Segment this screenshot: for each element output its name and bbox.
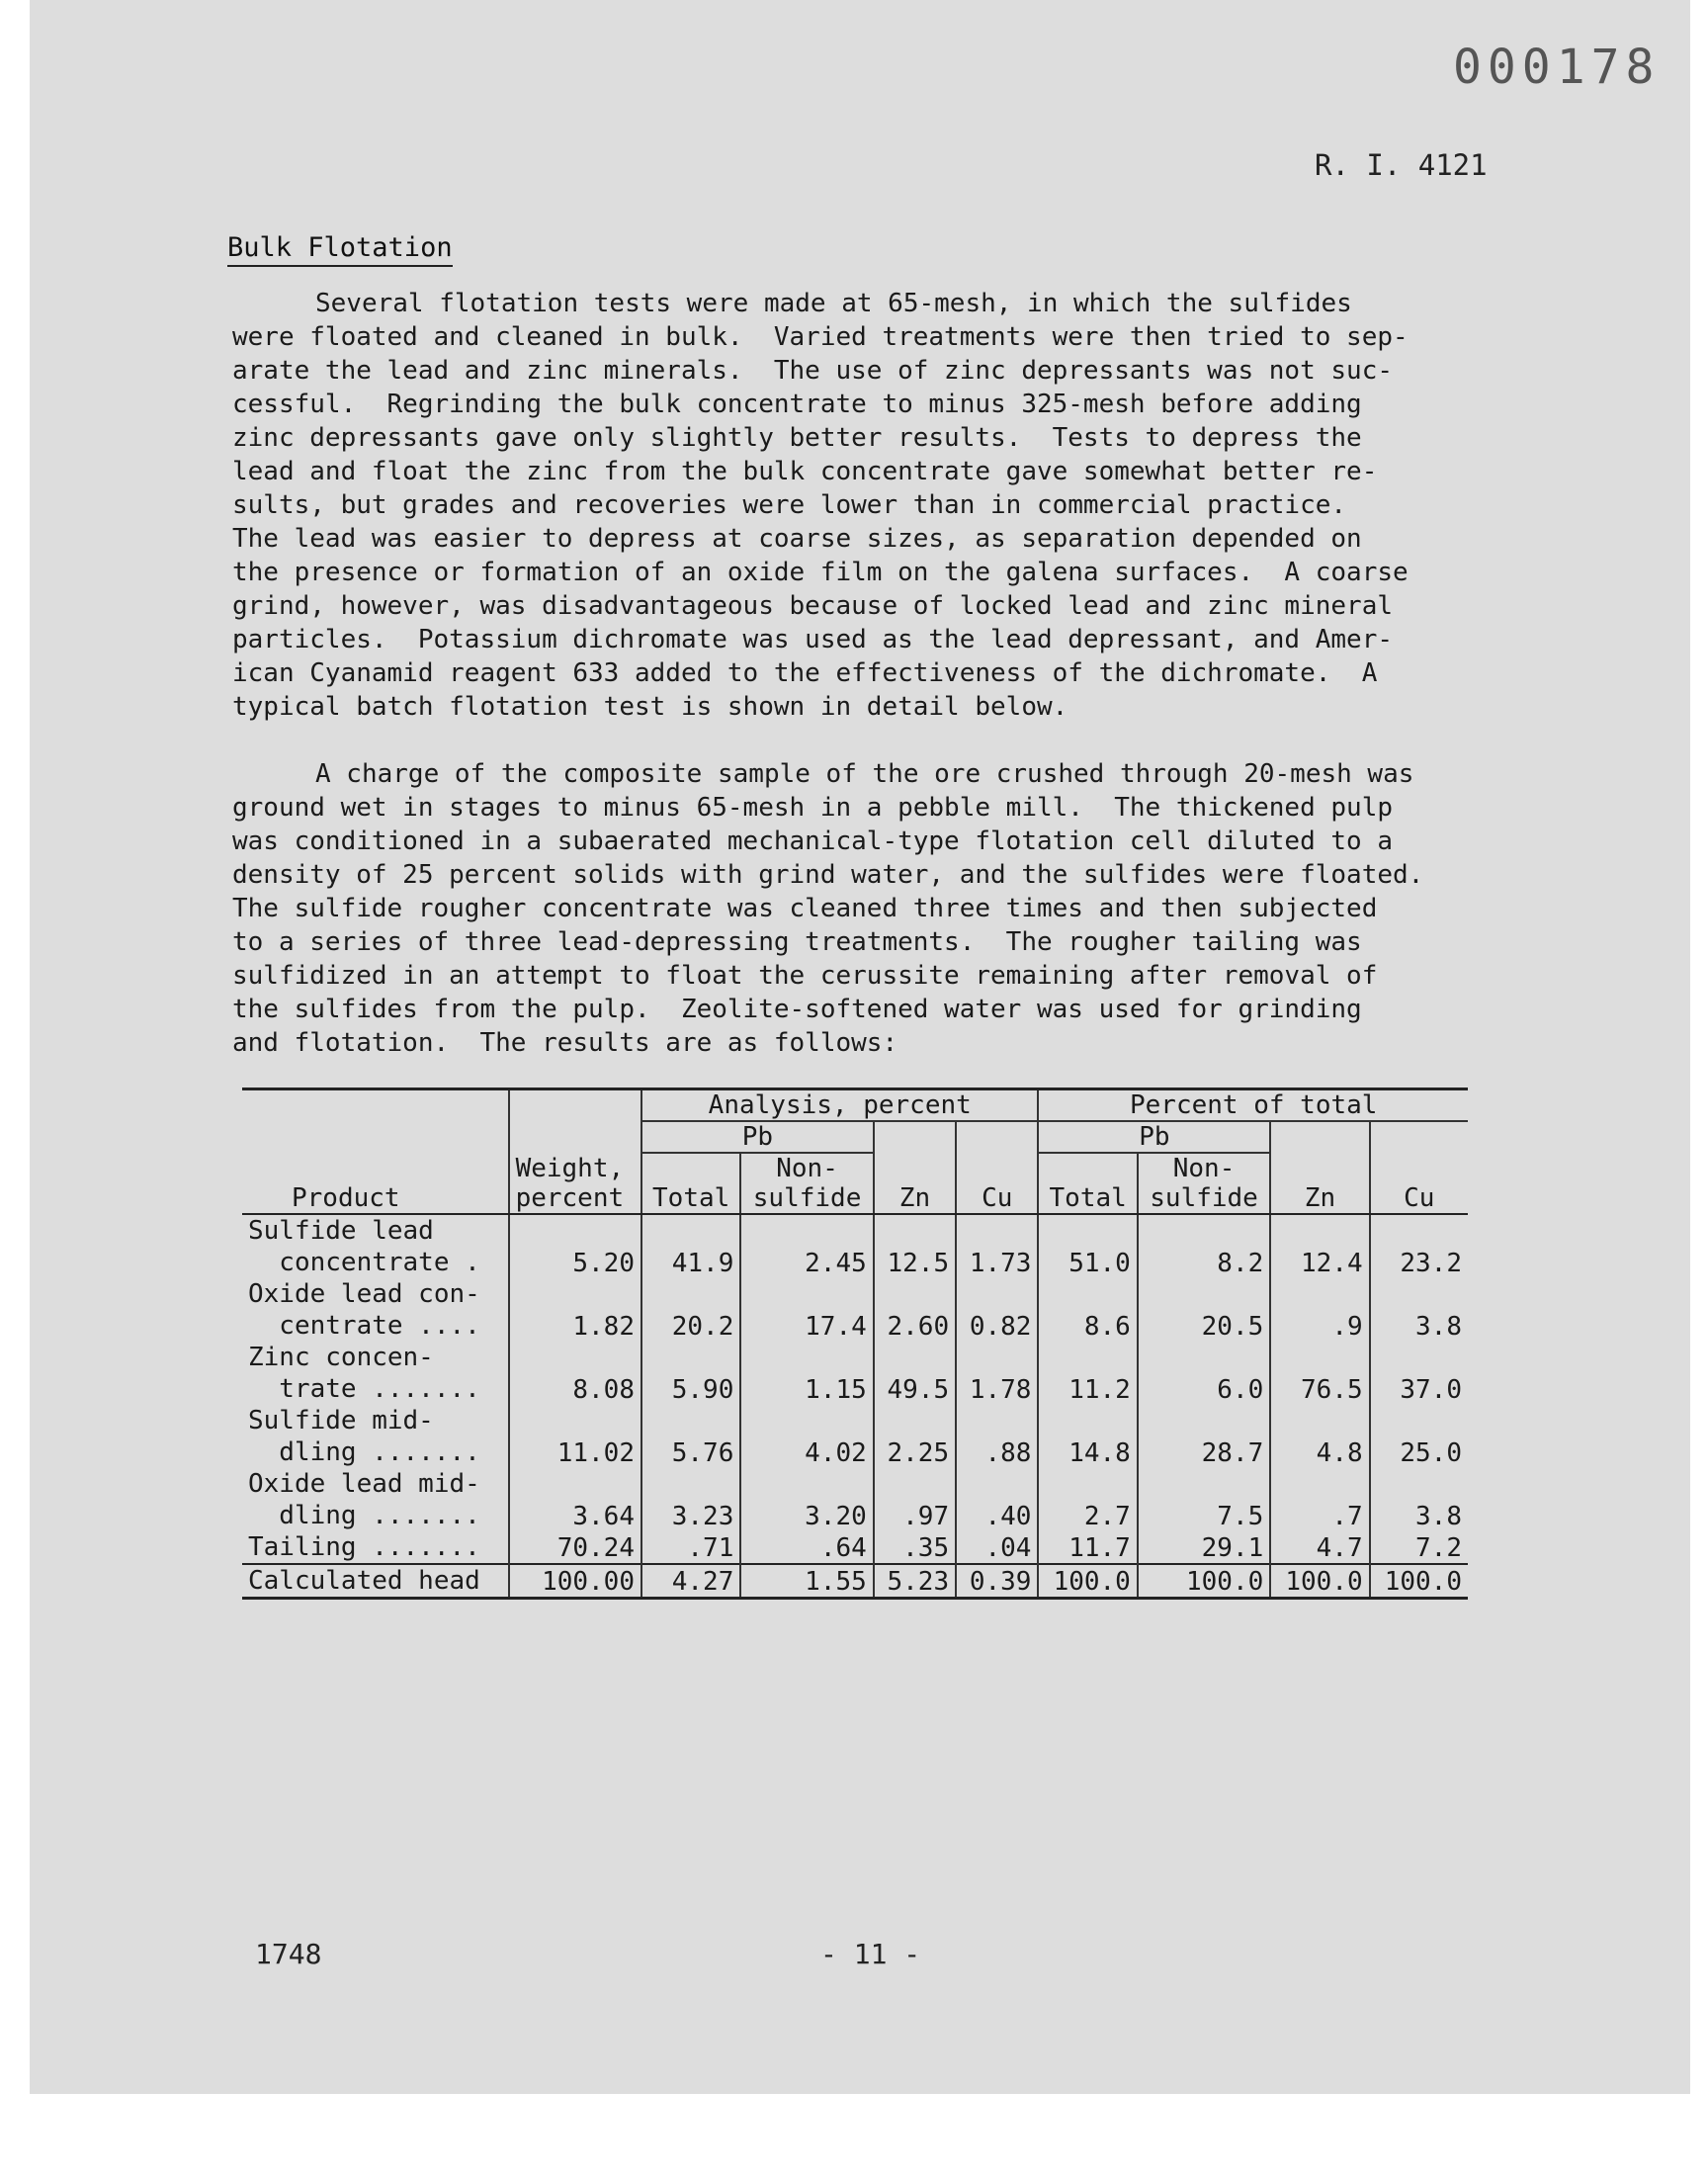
cell-a-pb-total: 20.2	[641, 1278, 740, 1342]
results-table	[242, 1088, 1468, 1600]
cell-p-zn: 4.8	[1270, 1405, 1369, 1468]
product-cell: Sulfide mid- dling .......	[248, 1406, 480, 1467]
cell-a-pb-total: .71	[641, 1531, 740, 1564]
paragraph2-line: density of 25 percent solids with grind water, and the sulfides were floated.	[232, 860, 1424, 890]
page-number: - 11 -	[820, 1938, 921, 1970]
cell-p-cu: 3.8	[1370, 1468, 1468, 1531]
paragraph2-line: The sulfide rougher concentrate was cleaned three times and then subjected	[232, 894, 1378, 923]
cell-weight: 70.24	[509, 1531, 641, 1564]
product-cell: Oxide lead con- centrate ....	[248, 1279, 480, 1341]
cell-p-pb-non: 8.2	[1138, 1214, 1270, 1278]
cell-p-cu: 7.2	[1370, 1531, 1468, 1564]
cell-p-pb-non: 29.1	[1138, 1531, 1270, 1564]
cell-a-pb-total: 5.90	[641, 1342, 740, 1405]
cell-a-cu: 1.73	[956, 1214, 1038, 1278]
paragraph2-line: A charge of the composite sample of the ore crushed through 20-mesh was	[315, 759, 1414, 789]
cell-a-pb-non: 2.45	[740, 1214, 873, 1278]
percent-pb-total-header: Total	[1038, 1153, 1137, 1213]
paragraph1-line: sults, but grades and recoveries were lower than in commercial practice.	[232, 490, 1347, 520]
col-weight-header: Weight, percent	[509, 1089, 641, 1214]
table-row	[242, 1468, 1468, 1531]
cell-a-pb-total: 41.9	[641, 1214, 740, 1278]
paragraph-test-procedure	[232, 757, 1517, 1060]
cell-p-pb-non: 7.5	[1138, 1468, 1270, 1531]
cell-p-zn: 100.0	[1270, 1564, 1369, 1599]
cell-p-cu: 37.0	[1370, 1342, 1468, 1405]
table-row	[242, 1342, 1468, 1405]
paragraph2-line: and flotation. The results are as follows:	[232, 1028, 898, 1058]
paragraph2-line: ground wet in stages to minus 65-mesh in a pebble mill. The thickened pulp	[232, 793, 1393, 823]
paragraph1-line: particles. Potassium dichromate was used as the lead depressant, and Amer-	[232, 625, 1393, 654]
paragraph1-line: arate the lead and zinc minerals. The use of zinc depressants was not suc-	[232, 356, 1393, 386]
paragraph1-line: cessful. Regrinding the bulk concentrate to minus 325-mesh before adding	[232, 390, 1362, 419]
cell-p-pb-total: 11.7	[1038, 1531, 1137, 1564]
cell-a-zn: 2.60	[874, 1278, 956, 1342]
cell-weight: 8.08	[509, 1342, 641, 1405]
col-product-header: Product	[292, 1183, 400, 1213]
cell-a-zn: 5.23	[874, 1564, 956, 1599]
cell-weight: 5.20	[509, 1214, 641, 1278]
percent-zn-header: Zn	[1270, 1121, 1369, 1213]
cell-p-zn: .9	[1270, 1278, 1369, 1342]
paragraph1-line: were floated and cleaned in bulk. Varied treatments were then tried to sep-	[232, 322, 1409, 352]
cell-weight: 11.02	[509, 1405, 641, 1468]
cell-p-pb-non: 6.0	[1138, 1342, 1270, 1405]
paragraph1-line: Several flotation tests were made at 65-mesh, in which the sulfides	[315, 289, 1352, 318]
cell-p-cu: 23.2	[1370, 1214, 1468, 1278]
cell-p-pb-non: 20.5	[1138, 1278, 1270, 1342]
cell-p-pb-total: 51.0	[1038, 1214, 1137, 1278]
cell-p-zn: 76.5	[1270, 1342, 1369, 1405]
cell-a-pb-non: 1.55	[740, 1564, 873, 1599]
percent-total-group-header: Percent of total	[1038, 1089, 1468, 1122]
table-row	[242, 1564, 1468, 1599]
cell-a-cu: 0.39	[956, 1564, 1038, 1599]
product-cell: Oxide lead mid- dling .......	[248, 1469, 480, 1530]
analysis-cu-header: Cu	[956, 1121, 1038, 1213]
cell-a-cu: .04	[956, 1531, 1038, 1564]
cell-p-zn: 4.7	[1270, 1531, 1369, 1564]
archive-number: 000178	[1453, 40, 1661, 95]
cell-a-pb-non: 4.02	[740, 1405, 873, 1468]
cell-weight: 100.00	[509, 1564, 641, 1599]
percent-pb-nonsulfide-header: Non- sulfide	[1138, 1153, 1270, 1213]
paragraph1-line: ican Cyanamid reagent 633 added to the effectiveness of the dichromate. A	[232, 658, 1378, 688]
cell-a-cu: .88	[956, 1405, 1038, 1468]
paragraph1-line: The lead was easier to depress at coarse sizes, as separation depended on	[232, 524, 1362, 554]
cell-weight: 1.82	[509, 1278, 641, 1342]
paragraph1-line: typical batch flotation test is shown in detail below.	[232, 692, 1068, 722]
cell-p-cu: 100.0	[1370, 1564, 1468, 1599]
cell-a-pb-total: 5.76	[641, 1405, 740, 1468]
cell-a-pb-non: 1.15	[740, 1342, 873, 1405]
paragraph1-line: the presence or formation of an oxide film on the galena surfaces. A coarse	[232, 558, 1409, 587]
cell-p-zn: .7	[1270, 1468, 1369, 1531]
cell-p-pb-non: 28.7	[1138, 1405, 1270, 1468]
table-row	[242, 1531, 1468, 1564]
paragraph-bulk-flotation	[232, 287, 1517, 724]
percent-cu-header: Cu	[1370, 1121, 1468, 1213]
cell-p-pb-total: 100.0	[1038, 1564, 1137, 1599]
analysis-pb-nonsulfide-header: Non- sulfide	[740, 1153, 873, 1213]
analysis-group-header: Analysis, percent	[641, 1089, 1038, 1122]
cell-weight: 3.64	[509, 1468, 641, 1531]
paragraph2-line: to a series of three lead-depressing treatments. The rougher tailing was	[232, 927, 1362, 957]
table-row	[242, 1405, 1468, 1468]
cell-p-pb-total: 2.7	[1038, 1468, 1137, 1531]
section-heading: Bulk Flotation	[227, 232, 453, 267]
cell-a-pb-total: 3.23	[641, 1468, 740, 1531]
cell-a-pb-non: .64	[740, 1531, 873, 1564]
report-id: R. I. 4121	[1315, 148, 1488, 182]
cell-p-pb-total: 8.6	[1038, 1278, 1137, 1342]
paragraph2-line: the sulfides from the pulp. Zeolite-softened water was used for grinding	[232, 995, 1362, 1024]
cell-a-zn: 12.5	[874, 1214, 956, 1278]
cell-a-cu: 1.78	[956, 1342, 1038, 1405]
analysis-pb-header: Pb	[641, 1121, 874, 1153]
analysis-pb-total-header: Total	[641, 1153, 740, 1213]
product-cell: Tailing .......	[248, 1532, 480, 1562]
cell-p-pb-total: 14.8	[1038, 1405, 1137, 1468]
paragraph2-line: sulfidized in an attempt to float the cerussite remaining after removal of	[232, 961, 1378, 991]
document-page	[30, 0, 1690, 2094]
cell-a-pb-non: 3.20	[740, 1468, 873, 1531]
cell-a-pb-non: 17.4	[740, 1278, 873, 1342]
percent-pb-header: Pb	[1038, 1121, 1270, 1153]
footer-code: 1748	[255, 1938, 322, 1970]
cell-a-cu: .40	[956, 1468, 1038, 1531]
paragraph1-line: grind, however, was disadvantageous because of locked lead and zinc mineral	[232, 591, 1393, 621]
cell-a-zn: .97	[874, 1468, 956, 1531]
table-row	[242, 1278, 1468, 1342]
cell-a-zn: 49.5	[874, 1342, 956, 1405]
cell-p-pb-total: 11.2	[1038, 1342, 1137, 1405]
cell-p-zn: 12.4	[1270, 1214, 1369, 1278]
product-cell: Sulfide lead concentrate .	[248, 1216, 480, 1277]
cell-a-zn: .35	[874, 1531, 956, 1564]
analysis-zn-header: Zn	[874, 1121, 956, 1213]
table-row	[242, 1214, 1468, 1278]
paragraph2-line: was conditioned in a subaerated mechanical-type flotation cell diluted to a	[232, 826, 1393, 856]
cell-p-cu: 3.8	[1370, 1278, 1468, 1342]
cell-p-cu: 25.0	[1370, 1405, 1468, 1468]
paragraph1-line: lead and float the zinc from the bulk concentrate gave somewhat better re-	[232, 457, 1378, 486]
cell-p-pb-non: 100.0	[1138, 1564, 1270, 1599]
product-cell: Zinc concen- trate .......	[248, 1343, 480, 1404]
paragraph1-line: zinc depressants gave only slightly better results. Tests to depress the	[232, 423, 1362, 453]
cell-a-zn: 2.25	[874, 1405, 956, 1468]
product-cell: Calculated head	[242, 1564, 509, 1599]
cell-a-pb-total: 4.27	[641, 1564, 740, 1599]
cell-a-cu: 0.82	[956, 1278, 1038, 1342]
